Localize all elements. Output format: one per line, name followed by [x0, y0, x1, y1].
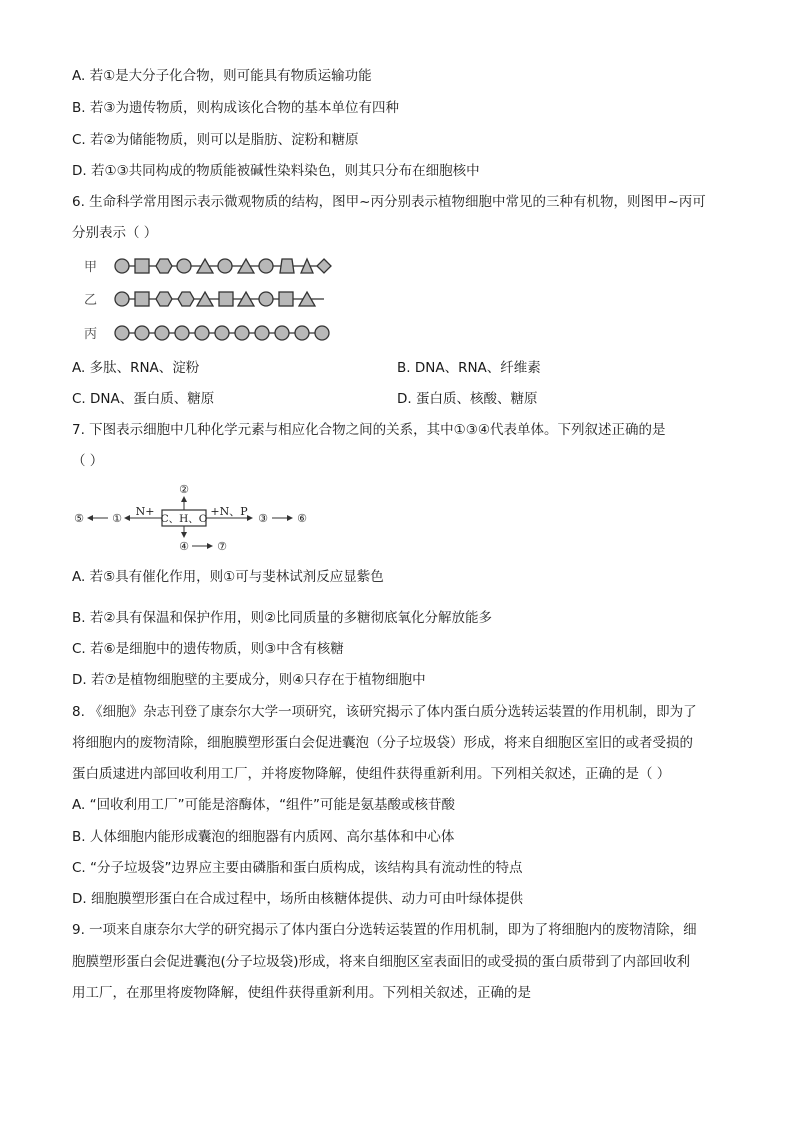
node-2: ②	[179, 483, 189, 496]
q6-option-d: D. 蛋白质、核酸、糖原	[397, 391, 538, 407]
q7-option-d: D. 若⑦是植物细胞壁的主要成分，则④只存在于植物细胞中	[72, 672, 426, 688]
q9-stem-line-2: 胞膜塑形蛋白会促进囊泡(分子垃圾袋)形成，将来自细胞区室表面旧的或受损的蛋白质带到了内部回收利	[72, 954, 691, 970]
center-label: C、H、O	[160, 513, 208, 525]
q6-option-c: C. DNA、蛋白质、糖原	[72, 391, 215, 407]
left-label: N+	[135, 505, 155, 518]
q8-stem-line-1: 8. 《细胞》杂志刊登了康奈尔大学一项研究，该研究揭示了体内蛋白质分选转运装置的作用机制，即为了	[72, 704, 697, 720]
node-1: ①	[112, 512, 122, 525]
q7-stem-line-2: （ ）	[72, 453, 104, 469]
q5-option-b: B. 若③为遗传物质，则构成该化合物的基本单位有四种	[72, 100, 399, 116]
node-5: ⑤	[74, 512, 84, 525]
q9-stem-line-3: 用工厂，在那里将废物降解，使组件获得重新利用。下列相关叙述，正确的是	[72, 985, 531, 1001]
q7-option-c: C. 若⑥是细胞中的遗传物质，则③中含有核糖	[72, 641, 344, 657]
q5-option-a: A. 若①是大分子化合物，则可能具有物质运输功能	[72, 68, 372, 84]
q7-option-a: A. 若⑤具有催化作用，则①可与斐林试剂反应显紫色	[72, 569, 384, 585]
q5-option-c: C. 若②为储能物质，则可以是脂肪、淀粉和糖原	[72, 132, 359, 148]
chain-bing	[115, 326, 329, 340]
node-6: ⑥	[297, 512, 307, 525]
q8-stem-line-3: 蛋白质逮进内部回收利用工厂，并将废物降解，使组件获得重新利用。下列相关叙述，正确的是（ ）	[72, 766, 671, 782]
row-label-bing: 丙	[84, 327, 98, 342]
row-label-yi: 乙	[84, 293, 98, 308]
chain-jia	[115, 259, 331, 273]
q7-option-b: B. 若②具有保温和保护作用，则②比同质量的多糖彻底氧化分解放能多	[72, 610, 493, 626]
q6-stem-line-2: 分别表示（ ）	[72, 225, 158, 241]
right-label: +N、P	[210, 505, 248, 518]
q6-option-b: B. DNA、RNA、纤维素	[397, 360, 541, 376]
q8-option-d: D. 细胞膜塑形蛋白在合成过程中，场所由核糖体提供、动力可由叶绿体提供	[72, 891, 523, 907]
node-4: ④	[179, 540, 189, 553]
q6-molecule-chains	[82, 252, 342, 344]
q8-option-b: B. 人体细胞内能形成囊泡的细胞器有内质网、高尔基体和中心体	[72, 829, 455, 845]
q7-stem-line-1: 7. 下图表示细胞中几种化学元素与相应化合物之间的关系，其中①③④代表单体。下列叙述正确的是	[72, 422, 666, 438]
q7-diagram	[70, 480, 330, 560]
q6-figure	[82, 252, 342, 344]
q5-option-d: D. 若①③共同构成的物质能被碱性染料染色，则其只分布在细胞核中	[72, 163, 480, 179]
q6-stem-line-1: 6. 生命科学常用图示表示微观物质的结构，图甲~丙分别表示植物细胞中常见的三种有机物，则图甲~丙可	[72, 194, 706, 210]
q9-stem-line-1: 9. 一项来自康奈尔大学的研究揭示了体内蛋白分选转运装置的作用机制，即为了将细胞内的废物清除，细	[72, 922, 697, 938]
node-3: ③	[258, 512, 268, 525]
q6-option-a: A. 多肽、RNA、淀粉	[72, 360, 200, 376]
q8-stem-line-2: 将细胞内的废物清除，细胞膜塑形蛋白会促进囊泡（分子垃圾袋）形成，将来自细胞区室旧的或者受损的	[72, 735, 693, 751]
node-7: ⑦	[217, 540, 227, 553]
chain-yi	[115, 292, 324, 306]
row-label-jia: 甲	[84, 260, 98, 275]
q7-element-diagram	[70, 480, 330, 560]
q8-option-c: C. “分子垃圾袋”边界应主要由磷脂和蛋白质构成，该结构具有流动性的特点	[72, 860, 523, 876]
q8-option-a: A. “回收利用工厂”可能是溶酶体，“组件”可能是氨基酸或核苷酸	[72, 797, 456, 813]
